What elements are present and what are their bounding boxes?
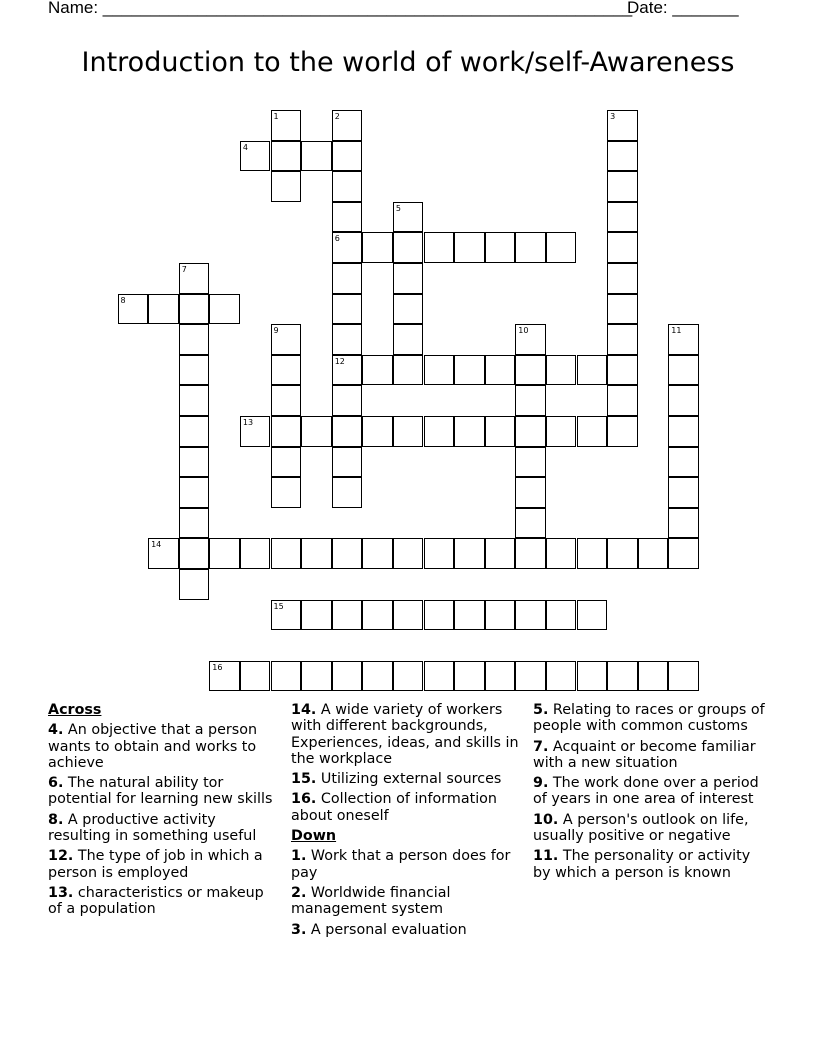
clue-text: A personal evaluation (306, 921, 467, 938)
clue-number: 5. (533, 702, 549, 718)
clue-number-4: 4 (242, 142, 248, 152)
crossword-cell[interactable] (179, 538, 210, 569)
crossword-cell[interactable] (668, 508, 699, 539)
clue-number-12: 12 (334, 356, 345, 366)
clue-number-9: 9 (273, 326, 279, 336)
clue-text: Acquaint or become familiar with a new situation (533, 738, 756, 771)
clue-number: 16. (291, 791, 317, 808)
clue-number: 1. (291, 848, 307, 865)
crossword-cell[interactable] (332, 538, 363, 569)
clue-item (48, 775, 280, 808)
crossword-cell[interactable] (240, 538, 271, 569)
crossword-cell[interactable] (454, 661, 485, 692)
crossword-cell[interactable] (546, 538, 577, 569)
crossword-cell[interactable] (332, 600, 363, 631)
crossword-cell[interactable] (485, 600, 516, 631)
crossword-cell[interactable] (607, 355, 638, 386)
crossword-cell[interactable] (668, 477, 699, 508)
crossword-cell[interactable] (362, 355, 393, 386)
clue-text: The type of job in which a person is employed (48, 848, 263, 881)
crossword-cell[interactable] (271, 447, 302, 478)
clue-number-8: 8 (120, 295, 126, 305)
clue-item (533, 812, 765, 845)
clue-number: 10. (533, 811, 559, 828)
crossword-cell[interactable] (271, 141, 302, 172)
crossword-cell[interactable] (546, 355, 577, 386)
crossword-cell[interactable] (546, 600, 577, 631)
name-field-label: Name: ________________________________________________________ (48, 0, 633, 17)
crossword-cell[interactable] (271, 477, 302, 508)
crossword-cell[interactable] (485, 538, 516, 569)
crossword-cell[interactable] (607, 263, 638, 294)
crossword-cell[interactable] (301, 600, 332, 631)
crossword-cell[interactable] (607, 141, 638, 172)
crossword-cell[interactable] (332, 385, 363, 416)
clue-number-5: 5 (395, 203, 401, 213)
crossword-cell[interactable] (515, 355, 546, 386)
crossword-cell[interactable] (515, 508, 546, 539)
crossword-cell[interactable] (332, 263, 363, 294)
crossword-cell[interactable] (332, 141, 363, 172)
clue-item (291, 848, 523, 881)
crossword-cell[interactable] (179, 508, 210, 539)
crossword-cell[interactable] (209, 294, 240, 325)
clue-text: The natural ability tor potential for learning new skills (48, 775, 273, 808)
clue-text: A person's outlook on life, usually positive or negative (533, 811, 749, 845)
clue-text: An objective that a person wants to obtain and works to achieve (48, 722, 258, 771)
crossword-cell[interactable] (332, 324, 363, 355)
crossword-cell[interactable] (668, 538, 699, 569)
clue-item (48, 848, 280, 881)
clues-column-2 (291, 702, 523, 942)
crossword-cell[interactable] (515, 477, 546, 508)
crossword-cell[interactable] (393, 263, 424, 294)
crossword-cell[interactable] (485, 661, 516, 692)
crossword-cell[interactable] (607, 416, 638, 447)
clue-number: 13. (48, 884, 74, 901)
clue-item (291, 885, 523, 918)
crossword-cell[interactable] (271, 355, 302, 386)
crossword-cell[interactable] (668, 385, 699, 416)
crossword-cell[interactable] (332, 202, 363, 233)
clue-text: Worldwide financial management system (291, 884, 451, 918)
crossword-cell[interactable] (515, 385, 546, 416)
crossword-cell[interactable] (668, 416, 699, 447)
clue-number: 7. (533, 738, 549, 755)
clue-number: 2. (291, 884, 307, 901)
clues-column-1 (48, 702, 280, 922)
crossword-cell[interactable] (546, 232, 577, 263)
clue-number-7: 7 (181, 265, 187, 274)
crossword-cell[interactable] (271, 416, 302, 447)
crossword-cell[interactable] (424, 355, 455, 386)
crossword-cell[interactable] (607, 538, 638, 569)
clue-text: A productive activity resulting in something useful (48, 811, 257, 845)
crossword-cell[interactable] (301, 661, 332, 692)
crossword-cell[interactable] (638, 661, 669, 692)
crossword-cell[interactable] (607, 294, 638, 325)
clue-number: 3. (291, 921, 307, 938)
page-title: Introduction to the world of work/self-Awareness (81, 47, 735, 78)
down-heading: Down (291, 828, 337, 845)
clue-text: Utilizing external sources (316, 771, 502, 788)
crossword-cell[interactable] (271, 661, 302, 692)
clue-number: 8. (48, 811, 64, 828)
clue-number: 9. (533, 775, 549, 792)
crossword-cell[interactable] (179, 477, 210, 508)
crossword-cell[interactable] (332, 171, 363, 202)
crossword-cell[interactable] (546, 416, 577, 447)
clue-number-11: 11 (671, 326, 682, 336)
crossword-cell[interactable] (577, 600, 608, 631)
clue-number: 15. (291, 771, 317, 788)
crossword-cell[interactable] (179, 447, 210, 478)
crossword-cell[interactable] (668, 355, 699, 386)
crossword-cell[interactable] (515, 661, 546, 692)
crossword-cell[interactable] (607, 385, 638, 416)
crossword-cell[interactable] (424, 661, 455, 692)
clue-number: 4. (48, 722, 64, 739)
crossword-cell[interactable] (332, 447, 363, 478)
crossword-cell[interactable] (209, 538, 240, 569)
clue-text: Collection of information about oneself (291, 791, 497, 824)
crossword-cell[interactable] (485, 416, 516, 447)
crossword-cell[interactable] (424, 600, 455, 631)
crossword-cell[interactable] (362, 232, 393, 263)
crossword-cell[interactable] (393, 324, 424, 355)
crossword-cell[interactable] (393, 538, 424, 569)
clue-item (291, 771, 523, 787)
crossword-cell[interactable] (179, 385, 210, 416)
clue-number-6: 6 (334, 234, 340, 244)
date-field-label: Date: _______ (627, 0, 739, 17)
clue-number: 6. (48, 775, 64, 792)
clue-item (533, 702, 765, 735)
clue-number-14: 14 (151, 540, 162, 550)
crossword-cell[interactable] (240, 661, 271, 692)
crossword-cell[interactable] (332, 661, 363, 692)
crossword-cell[interactable] (362, 600, 393, 631)
crossword-cell[interactable] (393, 600, 424, 631)
clue-number-16: 16 (212, 662, 223, 672)
clue-number-10: 10 (518, 326, 529, 336)
crossword-cell[interactable] (454, 232, 485, 263)
crossword-cell[interactable] (577, 538, 608, 569)
crossword-cell[interactable] (424, 416, 455, 447)
clue-item (48, 885, 280, 918)
crossword-cell[interactable] (577, 661, 608, 692)
clue-number: 12. (48, 848, 74, 865)
clue-item (48, 812, 280, 845)
clue-item (291, 791, 523, 824)
clue-text: The work done over a period of years in one area of interest (533, 775, 759, 808)
clue-item (533, 775, 765, 808)
clue-item (291, 702, 523, 767)
crossword-cell[interactable] (515, 232, 546, 263)
clue-number-1: 1 (273, 112, 279, 121)
crossword-cell[interactable] (362, 661, 393, 692)
crossword-cell[interactable] (271, 385, 302, 416)
crossword-cell[interactable] (607, 232, 638, 263)
crossword-cell[interactable] (424, 232, 455, 263)
crossword-cell[interactable] (179, 416, 210, 447)
crossword-cell[interactable] (393, 416, 424, 447)
crossword-cell[interactable] (485, 232, 516, 263)
crossword-cell[interactable] (393, 294, 424, 325)
clues-column-3 (533, 702, 765, 885)
across-heading: Across (48, 702, 102, 718)
crossword-cell[interactable] (301, 141, 332, 172)
clue-item (533, 848, 765, 881)
clue-text: A wide variety of workers with different backgrounds, Experiences, ideas, and skills in the workplace (291, 702, 519, 767)
crossword-cell[interactable] (577, 416, 608, 447)
clue-item (291, 922, 523, 938)
crossword-cell[interactable] (515, 600, 546, 631)
crossword-cell[interactable] (179, 324, 210, 355)
crossword-cell[interactable] (301, 416, 332, 447)
crossword-cell[interactable] (301, 538, 332, 569)
crossword-cell[interactable] (607, 171, 638, 202)
clue-item (533, 739, 765, 772)
clue-text: characteristics or makeup of a population (48, 884, 264, 918)
clue-number-15: 15 (273, 601, 284, 611)
crossword-cell[interactable] (424, 538, 455, 569)
crossword-cell[interactable] (393, 661, 424, 692)
crossword-cell[interactable] (271, 171, 302, 202)
crossword-cell[interactable] (271, 538, 302, 569)
crossword-cell[interactable] (362, 416, 393, 447)
crossword-cell[interactable] (515, 416, 546, 447)
clue-text: Relating to races or groups of people with common customs (533, 702, 765, 735)
crossword-cell[interactable] (668, 661, 699, 692)
crossword-cell[interactable] (179, 569, 210, 600)
crossword-cell[interactable] (638, 538, 669, 569)
clue-number: 11. (533, 848, 559, 865)
clue-text: Work that a person does for pay (291, 848, 511, 881)
clue-item (48, 722, 280, 771)
crossword-cell[interactable] (332, 294, 363, 325)
clue-number: 14. (291, 702, 317, 718)
clue-text: The personality or activity by which a person is known (533, 848, 751, 881)
crossword-cell[interactable] (454, 355, 485, 386)
crossword-cell[interactable] (179, 355, 210, 386)
crossword-cell[interactable] (362, 538, 393, 569)
crossword-cell[interactable] (515, 538, 546, 569)
crossword-cell[interactable] (393, 355, 424, 386)
crossword-cell[interactable] (454, 538, 485, 569)
crossword-cell[interactable] (454, 600, 485, 631)
crossword-cell[interactable] (332, 416, 363, 447)
crossword-cell[interactable] (607, 661, 638, 692)
clue-number-13: 13 (242, 418, 254, 427)
clue-number-3: 3 (610, 112, 616, 121)
crossword-cell[interactable] (485, 355, 516, 386)
crossword-cell[interactable] (179, 294, 210, 325)
crossword-cell[interactable] (607, 324, 638, 355)
crossword-cell[interactable] (393, 232, 424, 263)
crossword-cell[interactable] (546, 661, 577, 692)
crossword-cell[interactable] (515, 447, 546, 478)
crossword-cell[interactable] (607, 202, 638, 233)
clue-number-2: 2 (334, 112, 340, 121)
crossword-cell[interactable] (668, 447, 699, 478)
crossword-cell[interactable] (332, 477, 363, 508)
crossword-cell[interactable] (454, 416, 485, 447)
crossword-cell[interactable] (577, 355, 608, 386)
crossword-cell[interactable] (148, 294, 179, 325)
